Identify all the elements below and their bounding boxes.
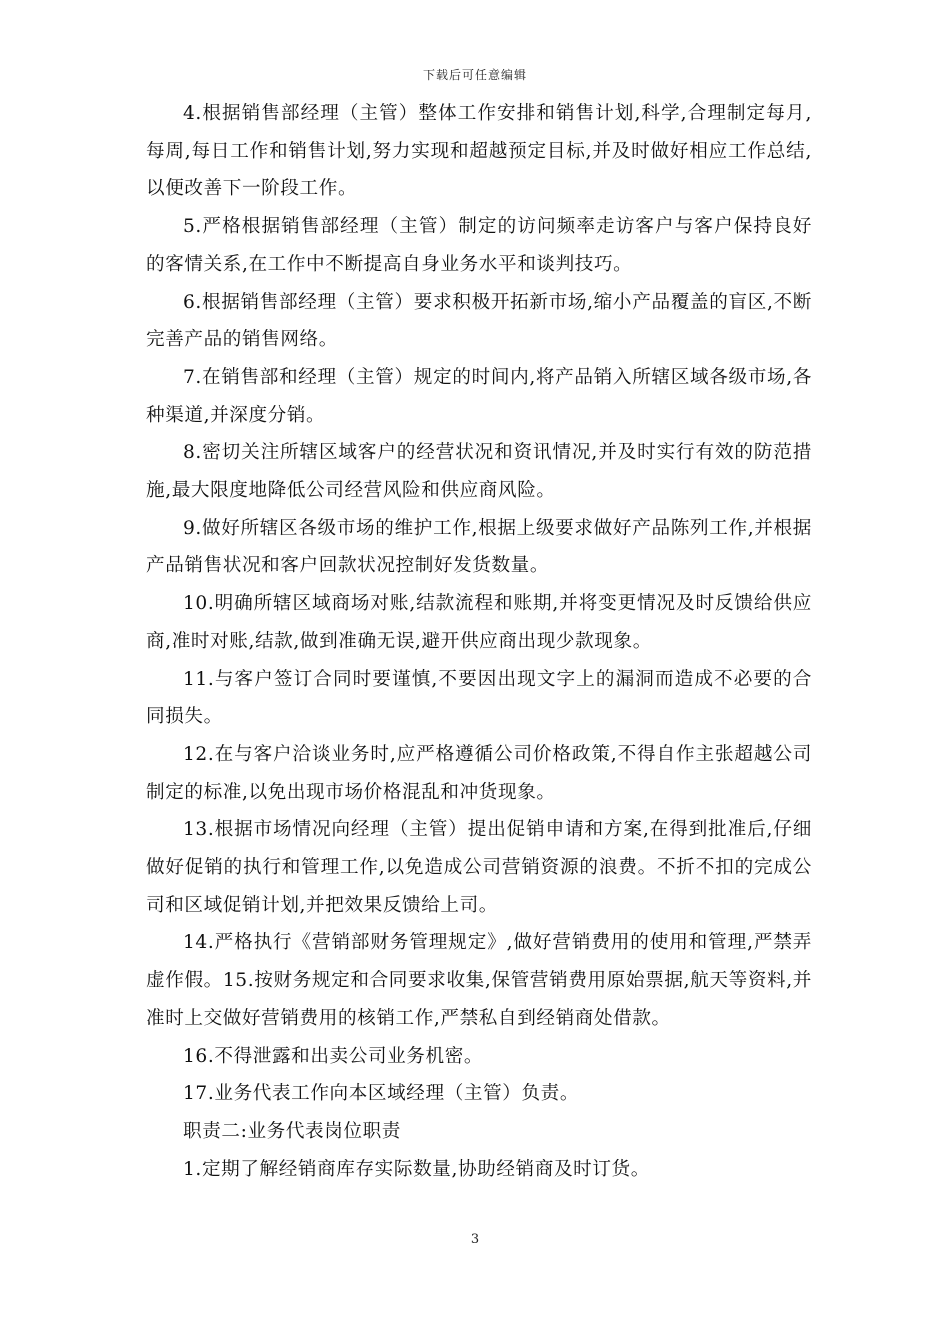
page-header: 下载后可任意编辑 [422,68,527,82]
paragraph-item-17: 17.业务代表工作向本区域经理（主管）负责。 [183,1083,580,1105]
page-number: 3 [470,1232,480,1247]
paragraph-item-10: 10.明确所辖区域商场对账,结款流程和账期,并将变更情况及时反馈给供应商,准时对账,结款,做到准确无误,避开供应商出现少款现象。 [146,593,812,652]
paragraph-item-5: 5.严格根据销售部经理（主管）制定的访问频率走访客户与客户保持良好的客情关系,在工作中不断提高自身业务水平和谈判技巧。 [146,216,812,275]
paragraph-item-16: 16.不得泄露和出卖公司业务机密。 [183,1045,484,1067]
paragraph-item-14-15: 14.严格执行《营销部财务管理规定》,做好营销费用的使用和管理,严禁弄虚作假。15.按财务规定和合同要求收集,保管营销费用原始票据,航天等资料,并准时上交做好营销费用的核销工作,严禁私自到经销商处借款。 [146,932,812,1029]
paragraph-item-8: 8.密切关注所辖区域客户的经营状况和资讯情况,并及时实行有效的防范措施,最大限度地降低公司经营风险和供应商风险。 [146,442,812,502]
paragraph-item-6: 6.根据销售部经理（主管）要求积极开拓新市场,缩小产品覆盖的盲区,不断完善产品的销售网络。 [146,291,812,351]
paragraph-item-9: 9.做好所辖区各级市场的维护工作,根据上级要求做好产品陈列工作,并根据产品销售状况和客户回款状况控制好发货数量。 [146,517,812,577]
document-body [146,95,812,1188]
section-heading: 职责二:业务代表岗位职责 [183,1120,401,1142]
paragraph-item-4: 4.根据销售部经理（主管）整体工作安排和销售计划,科学,合理制定每月,每周,每日工作和销售计划,努力实现和超越预定目标,并及时做好相应工作总结,以便改善下一阶段工作。 [146,103,812,200]
paragraph-item-1: 1.定期了解经销商库存实际数量,协助经销商及时订货。 [183,1158,650,1180]
paragraph-item-11: 11.与客户签订合同时要谨慎,不要因出现文字上的漏洞而造成不必要的合同损失。 [146,668,812,728]
paragraph-item-13: 13.根据市场情况向经理（主管）提出促销申请和方案,在得到批准后,仔细做好促销的执行和管理工作,以免造成公司营销资源的浪费。不折不扣的完成公司和区域促销计划,并把效果反馈给上司。 [146,819,812,916]
paragraph-item-7: 7.在销售部和经理（主管）规定的时间内,将产品销入所辖区域各级市场,各种渠道,并深度分销。 [146,366,812,426]
paragraph-item-12: 12.在与客户洽谈业务时,应严格遵循公司价格政策,不得自作主张超越公司制定的标准,以免出现市场价格混乱和冲货现象。 [146,743,812,803]
